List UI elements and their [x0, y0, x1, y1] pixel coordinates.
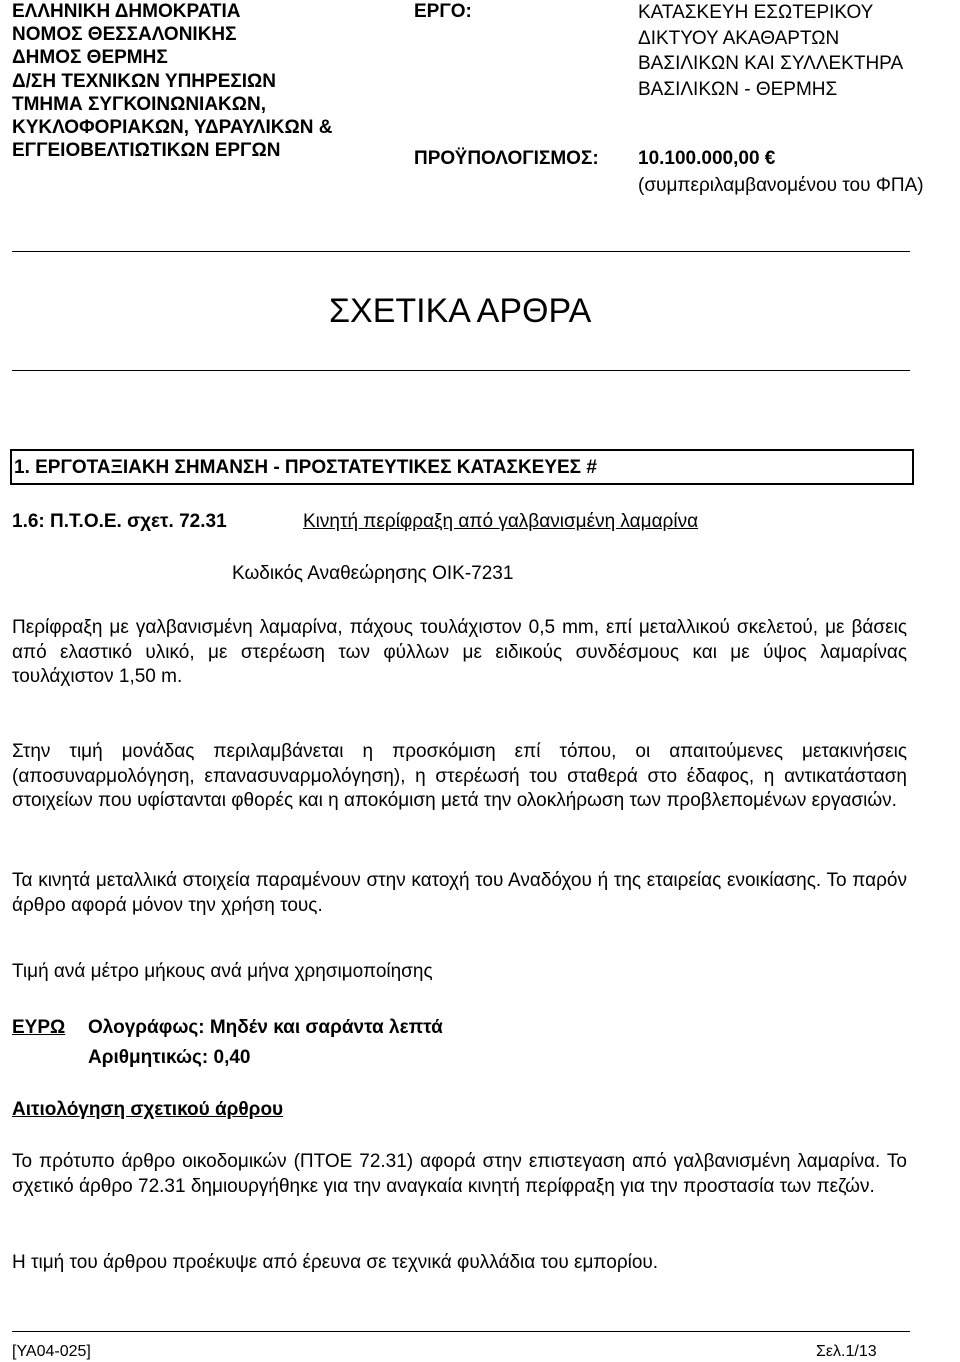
document-code: [ΥΑ04-025]: [12, 1343, 91, 1360]
project-title-line: ΒΑΣΙΛΙΚΩΝ ΚΑΙ ΣΥΛΛΕΚΤΗΡΑ: [638, 53, 904, 74]
section-title: ΣΧΕΤΙΚΑ ΑΡΘΡΑ: [329, 292, 592, 330]
authority-line: ΤΜΗΜΑ ΣΥΓΚΟΙΝΩΝΙΑΚΩΝ,: [12, 93, 267, 115]
justification-paragraph: Το πρότυπο άρθρο οικοδομικών (ΠΤΟΕ 72.31) αφορά στην επιστεγαση από γαλβανισμένη λαμαρίνα. Το σχετικό άρθρο 72.31 δημιουργήθηκε για την αναγκαία κινητή περίφραξη για την προστασία των πεζών.: [12, 1151, 907, 1197]
currency-label: ΕΥΡΩ: [12, 1017, 66, 1038]
authority-line: Δ/ΣΗ ΤΕΧΝΙΚΩΝ ΥΠΗΡΕΣΙΩΝ: [12, 70, 276, 92]
chapter-box: [10, 449, 914, 485]
price-in-words: Ολογράφως: Μηδέν και σαράντα λεπτά: [88, 1017, 443, 1038]
footer-divider: [12, 1331, 910, 1332]
article-paragraph: Τα κινητά μεταλλικά στοιχεία παραμένουν στην κατοχή του Αναδόχου ή της εταιρείας ενοικίασης. Το παρόν άρθρο αφορά μόνον την χρήση τους.: [12, 870, 907, 916]
authority-line: ΔΗΜΟΣ ΘΕΡΜΗΣ: [12, 47, 168, 69]
project-title-line: ΒΑΣΙΛΙΚΩΝ - ΘΕΡΜΗΣ: [638, 78, 838, 100]
article-paragraph: Περίφραξη με γαλβανισμένη λαμαρίνα, πάχους τουλάχιστον 0,5 mm, επί μεταλλικού σκελετού, με βάσεις από ελαστικό υλικό, με στερέωση των φύλλων με ειδικούς συνδέσμους και με ύψος λαμαρίνας τουλάχιστον 1,50 m.: [12, 617, 907, 687]
budget-label: ΠΡΟΫΠΟΛΟΓΙΣΜΟΣ:: [414, 148, 599, 169]
project-title-line: ΚΑΤΑΣΚΕΥΗ ΕΣΩΤΕΡΙΚΟΥ: [638, 2, 874, 23]
justification-paragraph: Η τιμή του άρθρου προέκυψε από έρευνα σε τεχνικά φυλλάδια του εμπορίου.: [12, 1252, 659, 1273]
price-number-value: 0,40: [213, 1047, 251, 1068]
divider-bottom: [12, 370, 910, 371]
project-title-line: ΔΙΚΤΥΟΥ ΑΚΑΘΑΡΤΩΝ: [638, 27, 840, 49]
budget-value: 10.100.000,00 €: [638, 148, 776, 169]
justification-heading: Αιτιολόγηση σχετικού άρθρου: [12, 1099, 284, 1120]
authority-line: ΚΥΚΛΟΦΟΡΙΑΚΩΝ, ΥΔΡΑΥΛΙΚΩΝ &: [12, 116, 333, 138]
price-in-numbers: [88, 1046, 251, 1069]
article-code: 1.6: Π.Τ.Ο.Ε. σχετ. 72.31: [12, 511, 227, 532]
authority-block: [12, 0, 332, 162]
price-description: Τιμή ανά μέτρο μήκους ανά μήνα χρησιμοποίησης: [12, 961, 433, 982]
budget-note: (συμπεριλαμβανομένου του ΦΠΑ): [638, 175, 924, 196]
authority-line: ΕΛΛΗΝΙΚΗ ΔΗΜΟΚΡΑΤΙΑ: [12, 1, 241, 22]
project-title: [638, 0, 903, 102]
page-number: Σελ.1/13: [816, 1343, 877, 1360]
article-paragraph: Στην τιμή μονάδας περιλαμβάνεται η προσκόμιση επί τόπου, οι απαιτούμενες μετακινήσεις (αποσυναρμολόγηση, επανασυναρμολόγηση), η στερέωσή του σταθερά στο έδαφος, η αντικατάσταση στοιχείων που υφίστανται φθορές και η αποκόμιση μετά την ολοκλήρωση των προβλεπομένων εργασιών.: [12, 741, 907, 811]
price-number-label: Αριθμητικώς:: [88, 1047, 209, 1068]
article-title: Κινητή περίφραξη από γαλβανισμένη λαμαρίνα: [303, 511, 699, 532]
project-label: ΕΡΓΟ:: [414, 1, 472, 22]
chapter-heading: 1. ΕΡΓΟΤΑΞΙΑΚΗ ΣΗΜΑΝΣΗ - ΠΡΟΣΤΑΤΕΥΤΙΚΕΣ ΚΑΤΑΣΚΕΥΕΣ #: [14, 457, 597, 478]
divider-top: [12, 251, 910, 252]
authority-line: ΕΓΓΕΙΟΒΕΛΤΙΩΤΙΚΩΝ ΕΡΓΩΝ: [12, 140, 281, 162]
authority-line: ΝΟΜΟΣ ΘΕΣΣΑΛΟΝΙΚΗΣ: [12, 24, 237, 46]
revision-code: Κωδικός Αναθεώρησης ΟΙΚ-7231: [232, 563, 514, 584]
